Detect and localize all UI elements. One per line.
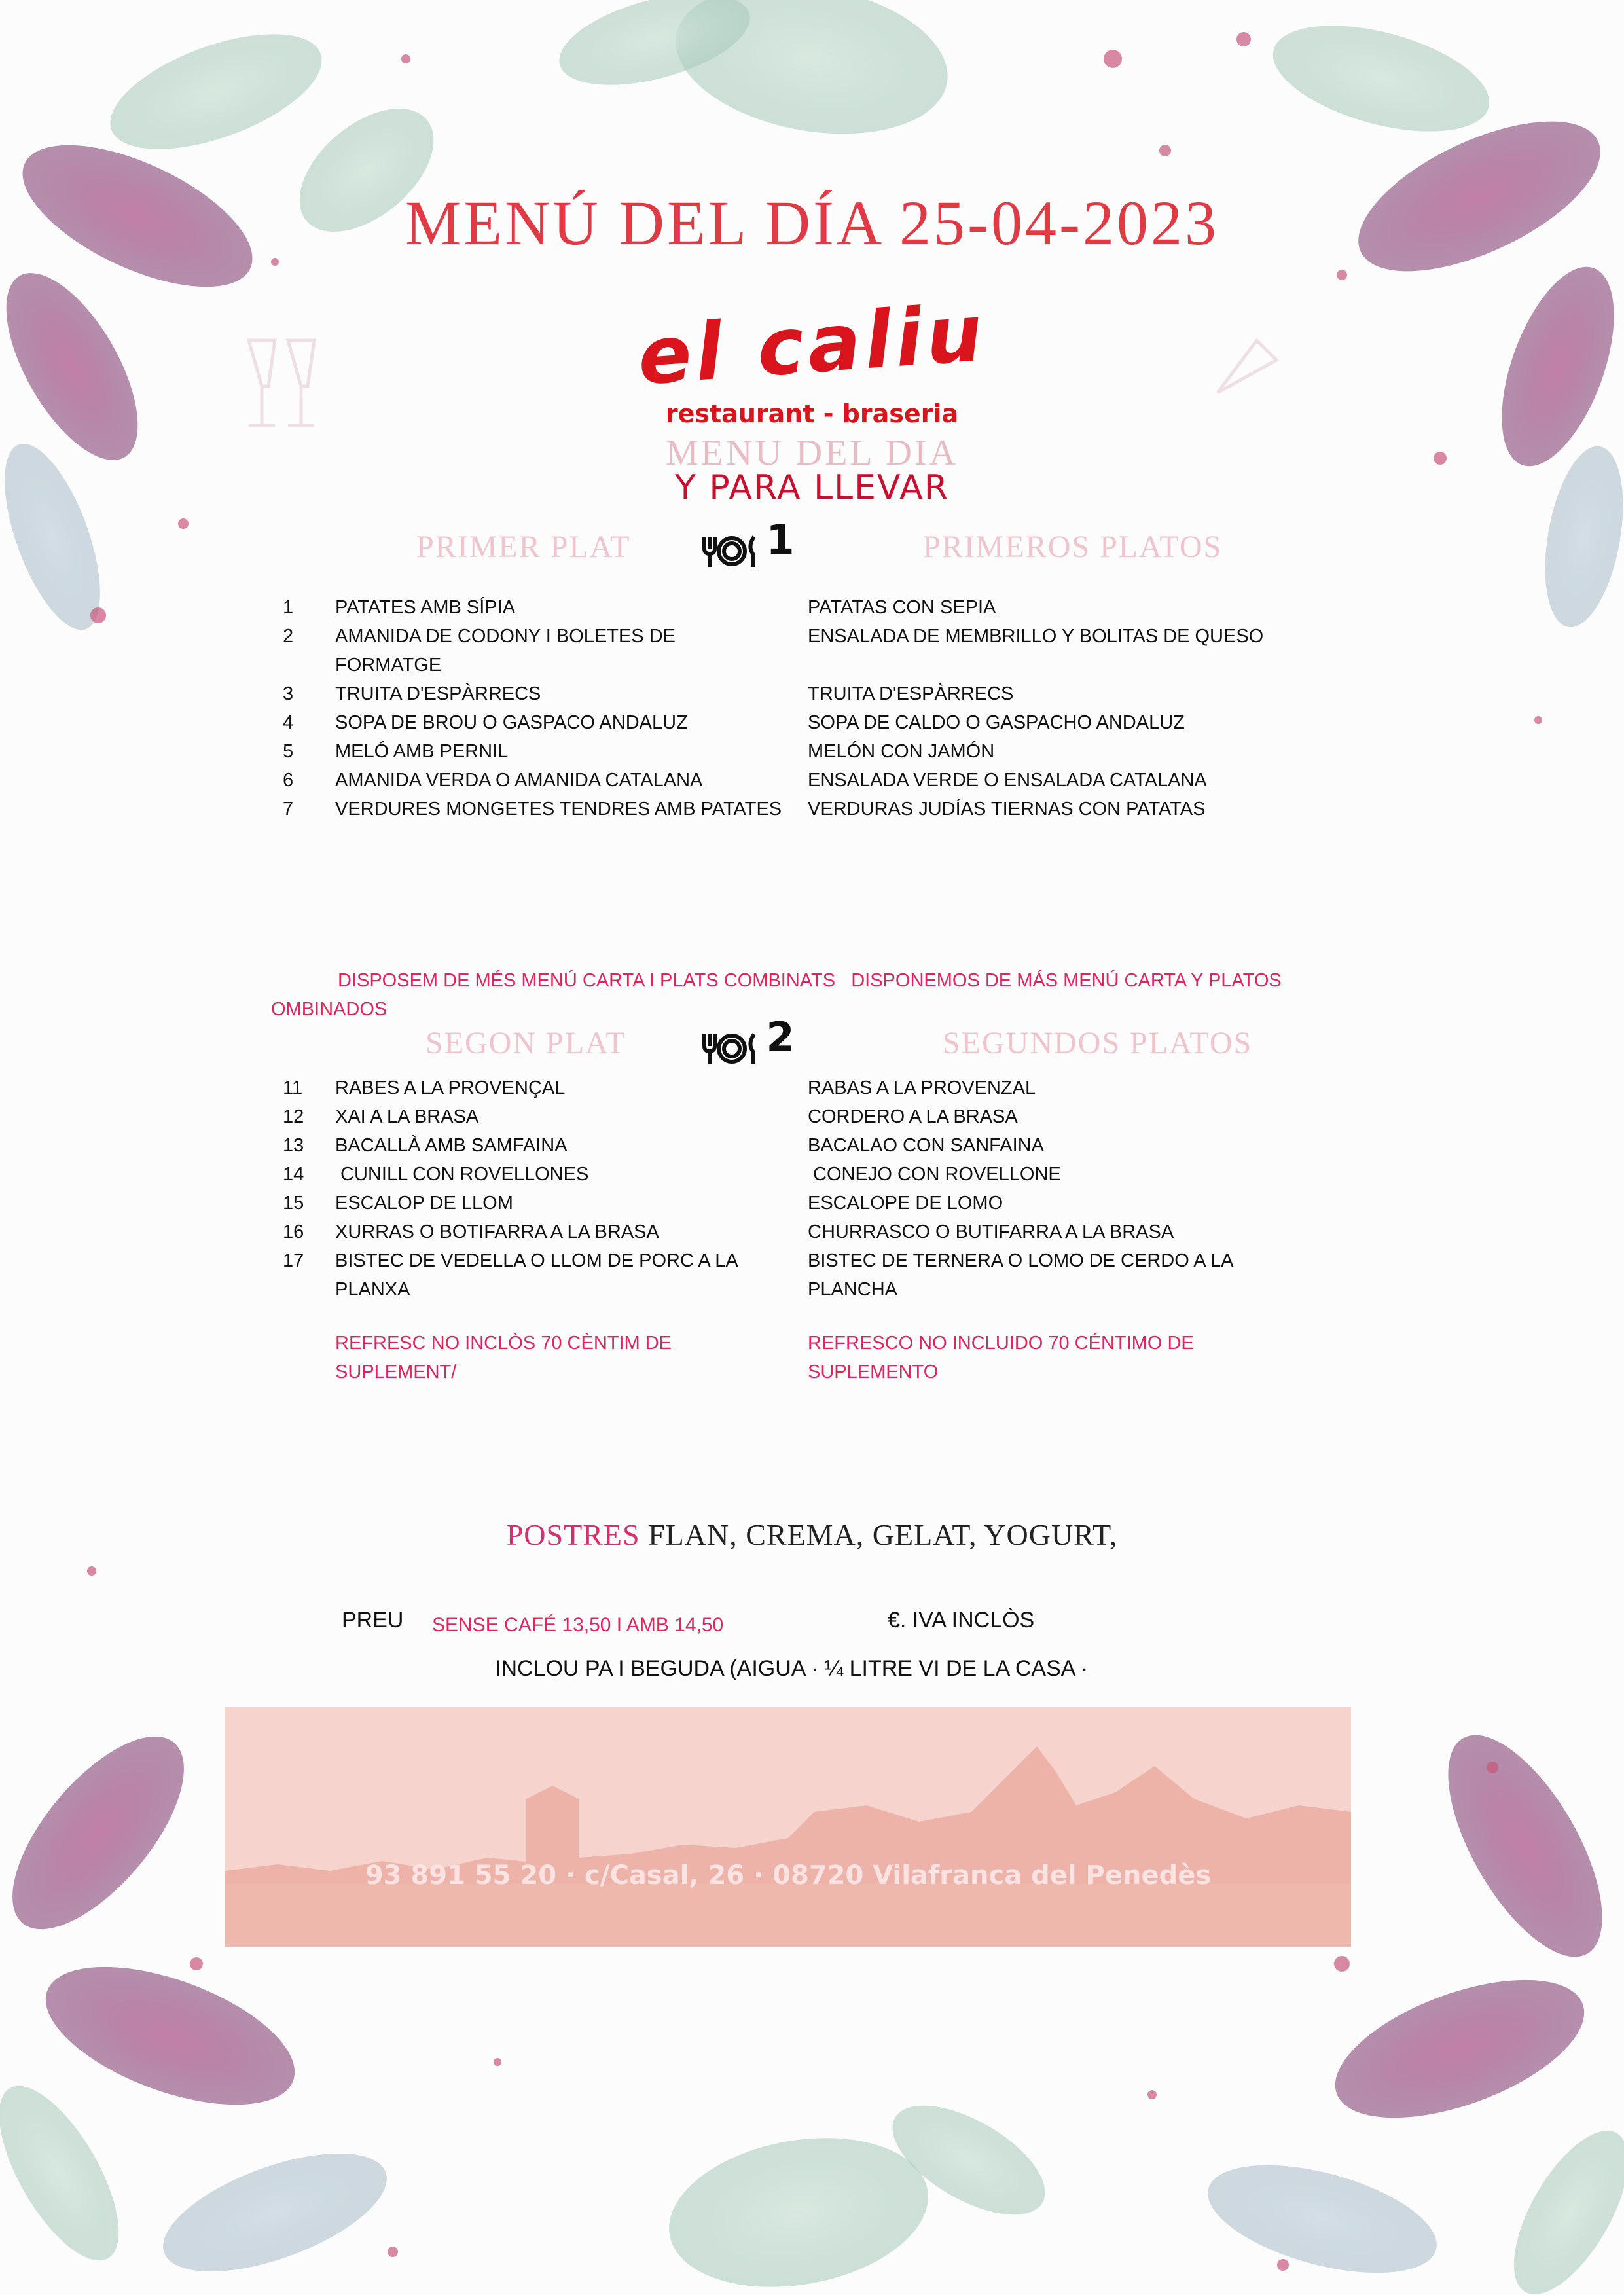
footer-contact: 93 891 55 20 · c/Casal, 26 · 08720 Vilafranca del Penedès — [365, 1860, 1212, 1890]
includes-note: INCLOU PA I BEGUDA (AIGUA · ¼ LITRE VI DE LA CASA · — [495, 1656, 1089, 1681]
menu-carta-notice-tail: OMBINADOS — [271, 999, 388, 1020]
restaurant-type: restaurant - braseria — [665, 399, 959, 428]
desserts-line: POSTRES FLAN, CREMA, GELAT, YOGURT, — [506, 1518, 1118, 1551]
second-course-label-ca: SEGON PLAT — [425, 1026, 626, 1060]
cutlery-icon — [699, 532, 763, 571]
restaurant-logo-name: el caliu — [635, 287, 989, 403]
faded-subtitle: MENU DEL DIA — [665, 433, 959, 473]
second-course-label-es: SEGUNDOS PLATOS — [943, 1026, 1253, 1060]
footer-skyline-band — [225, 1707, 1351, 1947]
price-label: PREU — [342, 1608, 404, 1633]
first-course-heading — [699, 516, 795, 571]
first-course-label-es: PRIMEROS PLATOS — [923, 530, 1223, 564]
cutlery-icon — [699, 1029, 763, 1068]
first-course-number: 1 — [766, 516, 795, 564]
first-course-label-ca: PRIMER PLAT — [416, 530, 631, 564]
price-value: SENSE CAFÉ 13,50 I AMB 14,50 — [432, 1614, 724, 1636]
second-course-heading — [699, 1013, 795, 1068]
page-title: MENÚ DEL DÍA 25-04-2023 — [405, 188, 1219, 258]
subtitle: Y PARA LLEVAR — [675, 468, 949, 507]
vat-note: €. IVA INCLÒS — [888, 1608, 1035, 1633]
second-course-number: 2 — [766, 1013, 795, 1061]
menu-carta-notice: DISPOSEM DE MÉS MENÚ CARTA I PLATS COMBINATS DISPONEMOS DE MÁS MENÚ CARTA Y PLATOS — [338, 970, 1282, 991]
